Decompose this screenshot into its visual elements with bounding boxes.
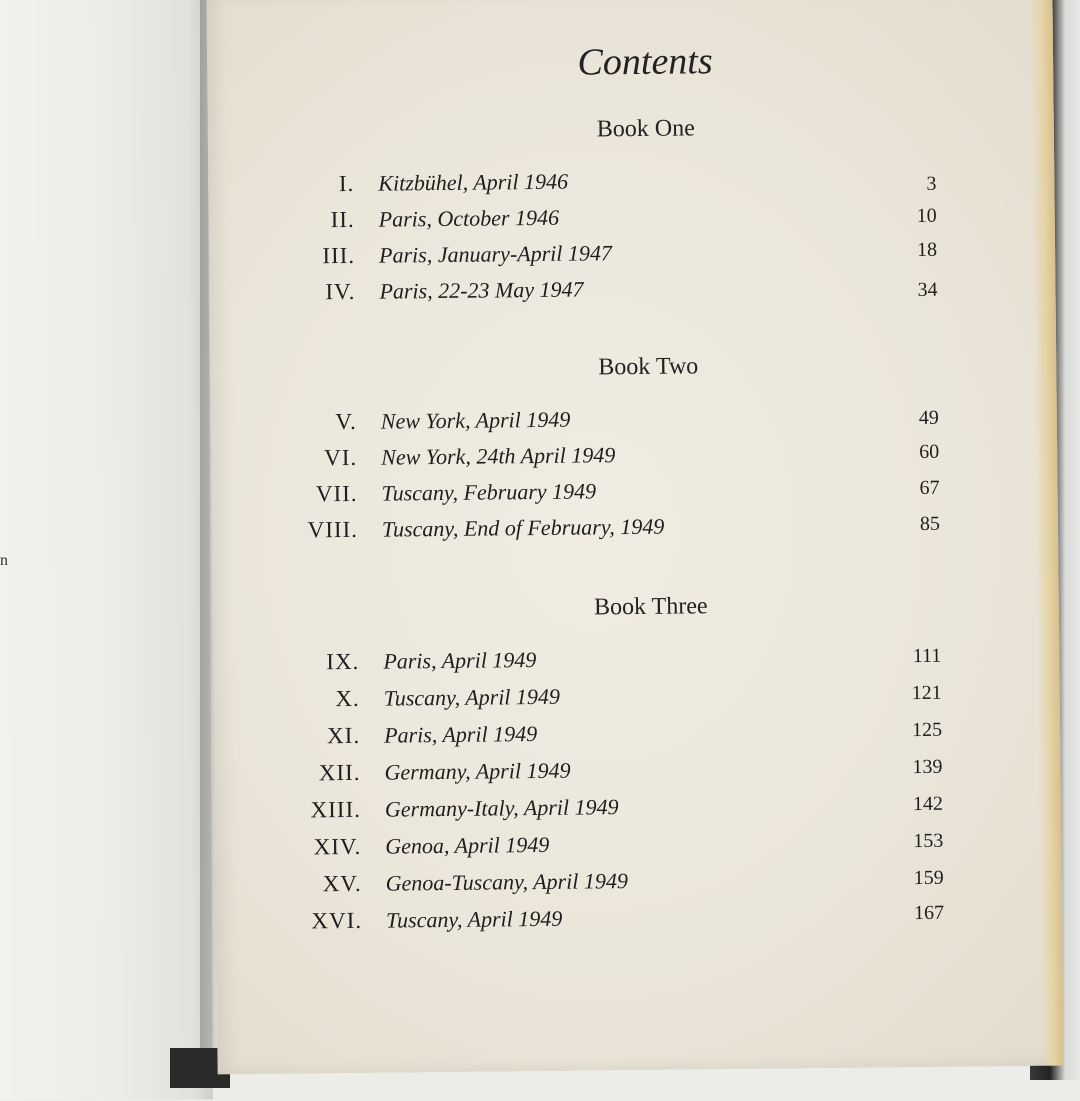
chapter-numeral: IV. [325,278,356,305]
toc-entry [215,790,1061,833]
chapter-numeral: XIV. [313,833,362,860]
page-number: 60 [919,440,940,464]
chapter-numeral: XII. [318,759,361,786]
page-number: 139 [912,755,943,779]
chapter-title: Paris, January-April 1947 [378,240,613,268]
page-number: 153 [913,829,944,853]
contents-page [206,0,1063,1074]
chapter-title: Paris, April 1949 [383,647,537,674]
book-heading: Book One [596,115,695,143]
left-page [0,0,213,1101]
chapter-numeral: XIII. [310,796,362,823]
chapter-title: New York, 24th April 1949 [381,442,616,470]
chapter-numeral: II. [330,206,355,233]
page-number: 49 [918,406,939,430]
chapter-title: Germany, April 1949 [384,757,571,785]
page-title: Contents [577,40,713,84]
book-heading: Book Three [593,593,708,621]
chapter-numeral: VI. [324,444,358,471]
toc-entry [216,901,1062,944]
toc-entry [209,272,1055,315]
chapter-numeral: V. [335,408,357,435]
chapter-numeral: VIII. [307,516,359,543]
chapter-title: Tuscany, February 1949 [381,478,597,506]
page-number: 111 [912,644,942,668]
page-number: 67 [919,476,940,500]
toc-entry [215,827,1061,870]
page-number: 167 [913,901,945,925]
page-number: 10 [916,204,937,228]
chapter-title: Paris, October 1946 [378,204,560,232]
page-number: 34 [917,278,938,302]
page-number: 18 [916,238,938,262]
chapter-numeral: XV. [322,870,362,897]
chapter-numeral: XVI. [311,907,363,934]
page-number: 142 [912,792,943,816]
chapter-title: Tuscany, End of February, 1949 [381,513,665,542]
toc-entry [216,864,1062,907]
toc-entry [213,642,1059,685]
page-number: 121 [911,681,942,705]
toc-entry [214,753,1060,796]
chapter-title: Tuscany, April 1949 [383,683,561,711]
chapter-title: Germany-Italy, April 1949 [384,794,619,822]
chapter-title: Tuscany, April 1949 [385,905,563,933]
chapter-title: Genoa, April 1949 [385,831,550,859]
chapter-title: Kitzbühel, April 1946 [378,168,569,196]
page-number: 125 [911,718,943,742]
chapter-numeral: III. [322,242,356,269]
chapter-numeral: XI. [326,722,361,749]
page-number: 85 [919,512,941,536]
chapter-title: Genoa-Tuscany, April 1949 [385,868,629,896]
chapter-title: Paris, 22-23 May 1947 [379,276,584,304]
page-number: 159 [913,866,944,890]
book-heading: Book Two [598,353,699,381]
chapter-numeral: IX. [326,648,360,675]
chapter-title: Paris, April 1949 [384,721,538,748]
chapter-numeral: I. [338,170,355,197]
toc-entry [214,716,1060,759]
chapter-numeral: X. [335,685,360,712]
chapter-numeral: VII. [315,480,358,507]
left-page-edge-text: n [0,552,8,569]
toc-entry [212,510,1058,553]
page-number: 3 [926,172,937,195]
toc-entry [214,679,1060,722]
chapter-title: New York, April 1949 [380,406,571,434]
